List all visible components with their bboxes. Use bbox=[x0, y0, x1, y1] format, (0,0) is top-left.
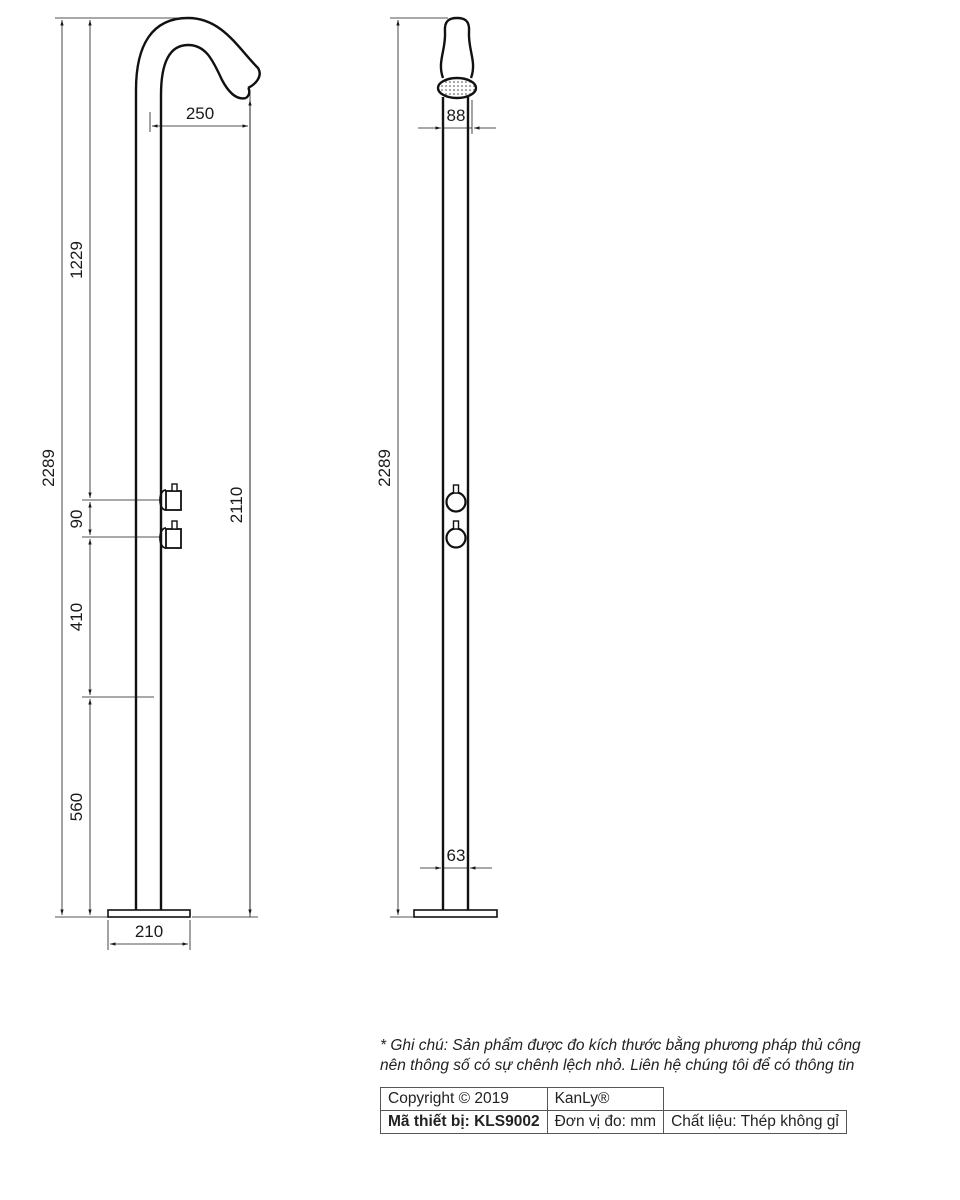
front-valve-upper bbox=[160, 484, 181, 510]
front-pipe-inner bbox=[161, 45, 246, 910]
dim-front-valve-spacing: 90 bbox=[67, 509, 86, 529]
dim-front-spout-reach: 250 bbox=[185, 104, 215, 123]
side-base-plate bbox=[414, 910, 497, 917]
side-shower-head bbox=[441, 18, 473, 78]
dim-front-base-width: 210 bbox=[134, 922, 164, 941]
side-view bbox=[375, 18, 497, 917]
dim-front-lower: 560 bbox=[67, 792, 86, 822]
side-valve-upper bbox=[447, 485, 466, 512]
copyright-cell: Copyright © 2019 bbox=[381, 1088, 548, 1111]
dim-side-pipe-diameter: 63 bbox=[446, 846, 466, 865]
dim-front-upper: 1229 bbox=[67, 241, 86, 279]
note-line-2: nên thông số có sự chênh lệch nhỏ. Liên hệ chúng tôi để có thông tin bbox=[380, 1057, 855, 1074]
brand-cell: KanLy® bbox=[547, 1088, 663, 1111]
dim-front-mid: 410 bbox=[67, 602, 86, 632]
dim-side-total-height: 2289 bbox=[375, 449, 394, 487]
front-pipe-outer bbox=[136, 18, 260, 910]
material-cell: Chất liệu: Thép không gỉ bbox=[664, 1111, 847, 1134]
info-table bbox=[380, 1087, 847, 1134]
dim-front-outlet-height: 2110 bbox=[227, 486, 246, 524]
side-shower-face bbox=[438, 78, 476, 98]
device-code-cell: Mã thiết bị: KLS9002 bbox=[381, 1111, 548, 1134]
note-line-1: * Ghi chú: Sản phẩm được đo kích thước bằng phương pháp thủ công bbox=[380, 1037, 861, 1054]
front-base-plate bbox=[108, 910, 190, 917]
measurement-note bbox=[380, 1036, 940, 1076]
dim-front-total-height: 2289 bbox=[39, 449, 58, 487]
dim-side-head-diameter: 88 bbox=[446, 106, 466, 125]
side-valve-lower bbox=[447, 521, 466, 548]
front-spout-tip bbox=[246, 88, 249, 98]
empty-cell bbox=[664, 1088, 847, 1111]
front-view bbox=[39, 18, 260, 950]
unit-cell: Đơn vị đo: mm bbox=[547, 1111, 663, 1134]
front-valve-lower bbox=[160, 521, 181, 548]
